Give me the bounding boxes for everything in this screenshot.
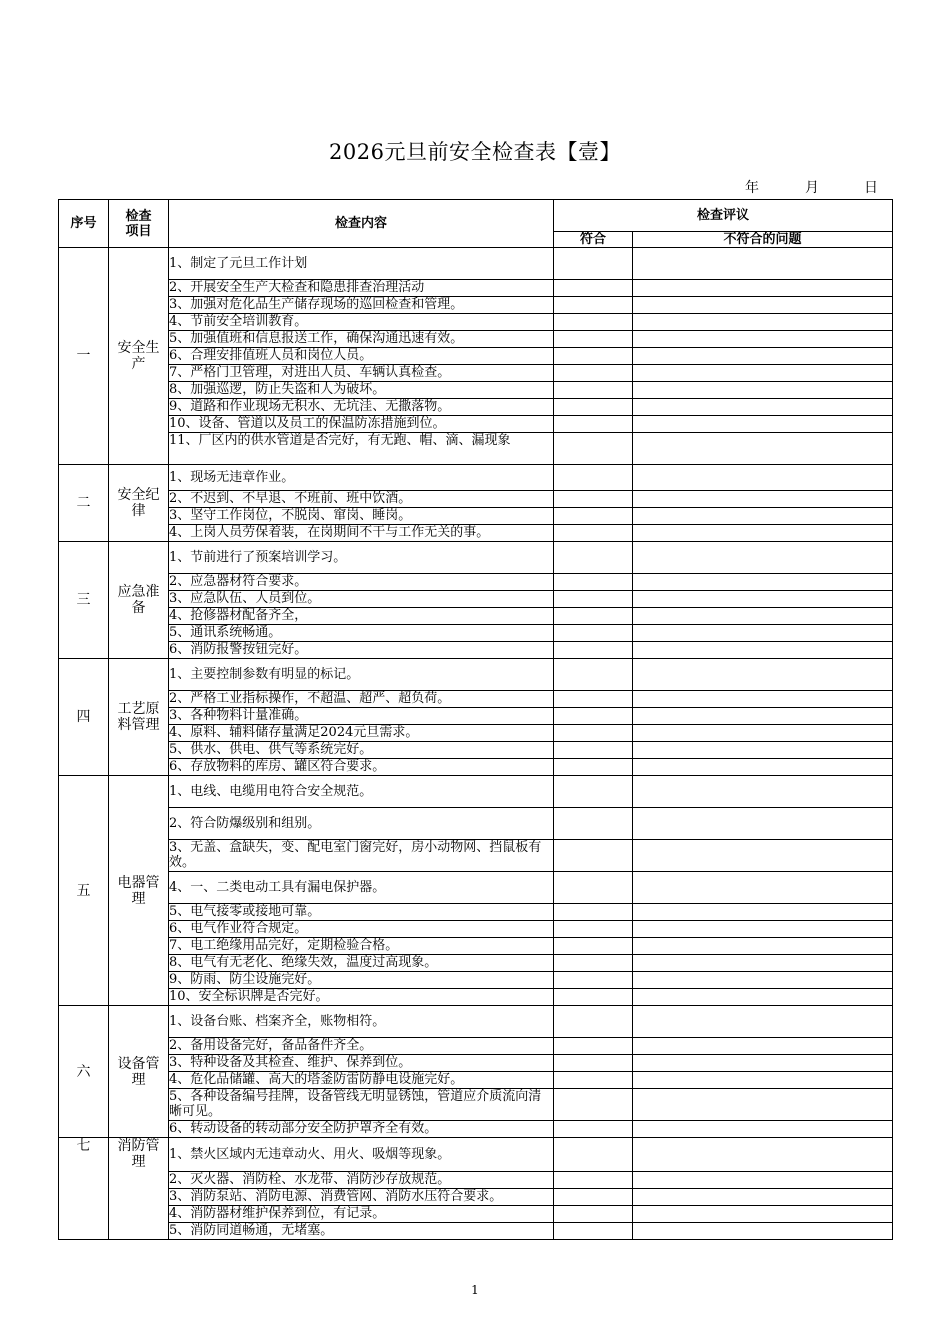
check-item: 3、各种物料计量准确。 xyxy=(169,708,554,725)
check-item: 9、防雨、防尘设施完好。 xyxy=(169,972,554,989)
check-item: 4、消防器材维护保养到位，有记录。 xyxy=(169,1206,554,1223)
table-row xyxy=(59,840,893,872)
table-row xyxy=(59,591,893,608)
section-category-text: 安全生产 xyxy=(117,340,160,372)
nonconform-cell[interactable] xyxy=(633,1172,893,1189)
table-row xyxy=(59,1223,893,1240)
table-body xyxy=(59,248,893,1240)
header-evaluation: 检查评议 xyxy=(554,200,893,232)
check-item: 1、主要控制参数有明显的标记。 xyxy=(169,659,554,691)
nonconform-cell[interactable] xyxy=(633,314,893,331)
check-item: 5、电气接零或接地可靠。 xyxy=(169,904,554,921)
inspection-table xyxy=(58,199,893,1240)
conform-cell[interactable] xyxy=(554,348,633,365)
conform-cell[interactable] xyxy=(554,872,633,904)
check-item: 3、加强对危化品生产储存现场的巡回检查和管理。 xyxy=(169,297,554,314)
conform-cell[interactable] xyxy=(554,642,633,659)
check-item: 1、现场无违章作业。 xyxy=(169,465,554,491)
table-row xyxy=(59,625,893,642)
check-item: 2、符合防爆级别和组别。 xyxy=(169,808,554,840)
check-item: 7、严格门卫管理，对进出人员、车辆认真检查。 xyxy=(169,365,554,382)
check-item: 6、存放物料的库房、罐区符合要求。 xyxy=(169,759,554,776)
check-item: 6、合理安排值班人员和岗位人员。 xyxy=(169,348,554,365)
table-row xyxy=(59,382,893,399)
conform-cell[interactable] xyxy=(554,314,633,331)
check-item: 4、节前安全培训教育。 xyxy=(169,314,554,331)
section-category xyxy=(109,248,169,465)
check-item: 8、加强巡逻，防止失盗和人为破坏。 xyxy=(169,382,554,399)
header-seq: 序号 xyxy=(59,200,109,248)
nonconform-cell[interactable] xyxy=(633,433,893,465)
nonconform-cell[interactable] xyxy=(633,955,893,972)
check-item: 5、供水、供电、供气等系统完好。 xyxy=(169,742,554,759)
conform-cell[interactable] xyxy=(554,1089,633,1121)
check-item: 3、消防泵站、消防电源、消费管网、消防水压符合要求。 xyxy=(169,1189,554,1206)
nonconform-cell[interactable] xyxy=(633,625,893,642)
nonconform-cell[interactable] xyxy=(633,1006,893,1038)
section-number: 五 xyxy=(59,776,109,1006)
conform-cell[interactable] xyxy=(554,416,633,433)
table-row xyxy=(59,904,893,921)
table-row xyxy=(59,642,893,659)
table-row xyxy=(59,508,893,525)
check-item: 6、转动设备的转动部分安全防护罩齐全有效。 xyxy=(169,1121,554,1138)
section-number: 一 xyxy=(59,248,109,465)
check-item: 7、电工绝缘用品完好，定期检验合格。 xyxy=(169,938,554,955)
nonconform-cell[interactable] xyxy=(633,1121,893,1138)
table-row xyxy=(59,691,893,708)
section-category-text: 电器管理 xyxy=(117,874,160,907)
check-item: 1、节前进行了预案培训学习。 xyxy=(169,542,554,574)
conform-cell[interactable] xyxy=(554,938,633,955)
section-category xyxy=(109,542,169,659)
conform-cell[interactable] xyxy=(554,508,633,525)
header-content: 检查内容 xyxy=(169,200,554,248)
conform-cell[interactable] xyxy=(554,542,633,574)
table-row xyxy=(59,1138,893,1172)
nonconform-cell[interactable] xyxy=(633,642,893,659)
check-item: 1、禁火区域内无违章动火、用火、吸烟等现象。 xyxy=(169,1138,554,1172)
conform-cell[interactable] xyxy=(554,955,633,972)
table-row xyxy=(59,742,893,759)
check-item: 2、不迟到、不早退、不班前、班中饮酒。 xyxy=(169,491,554,508)
check-item: 2、应急器材符合要求。 xyxy=(169,574,554,591)
check-item: 8、电气有无老化、绝缘失效，温度过高现象。 xyxy=(169,955,554,972)
table-row xyxy=(59,1072,893,1089)
nonconform-cell[interactable] xyxy=(633,776,893,808)
table-row xyxy=(59,872,893,904)
nonconform-cell[interactable] xyxy=(633,297,893,314)
check-item: 9、道路和作业现场无积水、无坑洼、无撒落物。 xyxy=(169,399,554,416)
section-number: 六 xyxy=(59,1006,109,1138)
table-row xyxy=(59,365,893,382)
conform-cell[interactable] xyxy=(554,574,633,591)
table-row xyxy=(59,1206,893,1223)
nonconform-cell[interactable] xyxy=(633,708,893,725)
section-category xyxy=(109,776,169,1006)
check-item: 6、消防报警按钮完好。 xyxy=(169,642,554,659)
page-title: 2026元旦前安全检查表【壹】 xyxy=(329,140,621,164)
table-row xyxy=(59,938,893,955)
conform-cell[interactable] xyxy=(554,1138,633,1172)
nonconform-cell[interactable] xyxy=(633,248,893,280)
conform-cell[interactable] xyxy=(554,691,633,708)
nonconform-cell[interactable] xyxy=(633,280,893,297)
conform-cell[interactable] xyxy=(554,1121,633,1138)
table-row xyxy=(59,921,893,938)
nonconform-cell[interactable] xyxy=(633,1206,893,1223)
conform-cell[interactable] xyxy=(554,591,633,608)
table-row xyxy=(59,331,893,348)
conform-cell[interactable] xyxy=(554,725,633,742)
conform-cell[interactable] xyxy=(554,1038,633,1055)
section-category-text: 应急准备 xyxy=(117,584,160,616)
nonconform-cell[interactable] xyxy=(633,416,893,433)
nonconform-cell[interactable] xyxy=(633,608,893,625)
conform-cell[interactable] xyxy=(554,1206,633,1223)
check-item: 2、严格工业指标操作，不超温、超严、超负荷。 xyxy=(169,691,554,708)
table-row xyxy=(59,348,893,365)
nonconform-cell[interactable] xyxy=(633,691,893,708)
table-row xyxy=(59,1089,893,1121)
section-category-text: 安全纪律 xyxy=(117,487,160,519)
nonconform-cell[interactable] xyxy=(633,591,893,608)
table-row xyxy=(59,955,893,972)
nonconform-cell[interactable] xyxy=(633,840,893,872)
conform-cell[interactable] xyxy=(554,1172,633,1189)
table-row xyxy=(59,433,893,465)
check-item: 2、灭火器、消防栓、水龙带、消防沙存放规范。 xyxy=(169,1172,554,1189)
conform-cell[interactable] xyxy=(554,808,633,840)
conform-cell[interactable] xyxy=(554,491,633,508)
table-row xyxy=(59,574,893,591)
nonconform-cell[interactable] xyxy=(633,659,893,691)
conform-cell[interactable] xyxy=(554,331,633,348)
conform-cell[interactable] xyxy=(554,399,633,416)
table-row xyxy=(59,808,893,840)
check-item: 3、无盖、盒缺失，变、配电室门窗完好，房小动物网、挡鼠板有效。 xyxy=(169,840,554,872)
table-row xyxy=(59,759,893,776)
check-item: 6、电气作业符合规定。 xyxy=(169,921,554,938)
table-row xyxy=(59,776,893,808)
check-item: 4、抢修器材配备齐全， xyxy=(169,608,554,625)
check-item: 3、特种设备及其检查、维护、保养到位。 xyxy=(169,1055,554,1072)
page-number: 1 xyxy=(471,1283,479,1297)
conform-cell[interactable] xyxy=(554,904,633,921)
check-item: 2、开展安全生产大检查和隐患排查治理活动 xyxy=(169,280,554,297)
conform-cell[interactable] xyxy=(554,465,633,491)
table-row xyxy=(59,1172,893,1189)
conform-cell[interactable] xyxy=(554,1072,633,1089)
table-row xyxy=(59,1189,893,1206)
nonconform-cell[interactable] xyxy=(633,331,893,348)
check-item: 10、安全标识牌是否完好。 xyxy=(169,989,554,1006)
conform-cell[interactable] xyxy=(554,1223,633,1240)
nonconform-cell[interactable] xyxy=(633,1089,893,1121)
table-row xyxy=(59,608,893,625)
section-number: 二 xyxy=(59,465,109,542)
conform-cell[interactable] xyxy=(554,708,633,725)
check-item: 2、备用设备完好，备品备件齐全。 xyxy=(169,1038,554,1055)
section-category xyxy=(109,465,169,542)
check-item: 1、电线、电缆用电符合安全规范。 xyxy=(169,776,554,808)
conform-cell[interactable] xyxy=(554,248,633,280)
table-row xyxy=(59,708,893,725)
section-category xyxy=(109,659,169,776)
section-category-text: 工艺原料管理 xyxy=(117,701,160,733)
conform-cell[interactable] xyxy=(554,989,633,1006)
table-row xyxy=(59,314,893,331)
conform-cell[interactable] xyxy=(554,625,633,642)
conform-cell[interactable] xyxy=(554,742,633,759)
nonconform-cell[interactable] xyxy=(633,921,893,938)
table-row xyxy=(59,1121,893,1138)
check-item: 5、各种设备编号挂牌，设备管线无明显锈蚀，管道应介质流向清晰可见。 xyxy=(169,1089,554,1121)
check-item: 3、坚守工作岗位，不脱岗、窜岗、睡岗。 xyxy=(169,508,554,525)
nonconform-cell[interactable] xyxy=(633,872,893,904)
nonconform-cell[interactable] xyxy=(633,399,893,416)
date-day-label: 日 xyxy=(864,180,878,196)
nonconform-cell[interactable] xyxy=(633,742,893,759)
conform-cell[interactable] xyxy=(554,608,633,625)
header-category xyxy=(109,200,169,248)
nonconform-cell[interactable] xyxy=(633,574,893,591)
conform-cell[interactable] xyxy=(554,1055,633,1072)
conform-cell[interactable] xyxy=(554,972,633,989)
check-item: 5、消防同道畅通，无堵塞。 xyxy=(169,1223,554,1240)
table-row xyxy=(59,725,893,742)
conform-cell[interactable] xyxy=(554,759,633,776)
check-item: 5、加强值班和信息报送工作，确保沟通迅速有效。 xyxy=(169,331,554,348)
section-number: 三 xyxy=(59,542,109,659)
conform-cell[interactable] xyxy=(554,525,633,542)
nonconform-cell[interactable] xyxy=(633,725,893,742)
section-number: 七 xyxy=(59,1138,109,1240)
table-row xyxy=(59,525,893,542)
date-year-label: 年 xyxy=(745,180,759,196)
nonconform-cell[interactable] xyxy=(633,382,893,399)
conform-cell[interactable] xyxy=(554,1006,633,1038)
conform-cell[interactable] xyxy=(554,659,633,691)
date-month-label: 月 xyxy=(805,180,819,196)
conform-cell[interactable] xyxy=(554,297,633,314)
table-row xyxy=(59,399,893,416)
table-row xyxy=(59,1038,893,1055)
conform-cell[interactable] xyxy=(554,382,633,399)
nonconform-cell[interactable] xyxy=(633,904,893,921)
nonconform-cell[interactable] xyxy=(633,542,893,574)
section-category-text: 设备管理 xyxy=(117,1055,160,1088)
conform-cell[interactable] xyxy=(554,840,633,872)
conform-cell[interactable] xyxy=(554,1189,633,1206)
nonconform-cell[interactable] xyxy=(633,1189,893,1206)
nonconform-cell[interactable] xyxy=(633,759,893,776)
section-category-text: 消防管理 xyxy=(117,1138,160,1170)
conform-cell[interactable] xyxy=(554,776,633,808)
check-item: 3、应急队伍、人员到位。 xyxy=(169,591,554,608)
nonconform-cell[interactable] xyxy=(633,1223,893,1240)
nonconform-cell[interactable] xyxy=(633,1072,893,1089)
table-row xyxy=(59,542,893,574)
header-nonconform: 不符合的问题 xyxy=(633,232,893,248)
table-row xyxy=(59,659,893,691)
nonconform-cell[interactable] xyxy=(633,1138,893,1172)
section-number: 四 xyxy=(59,659,109,776)
table-row xyxy=(59,1006,893,1038)
table-row xyxy=(59,416,893,433)
nonconform-cell[interactable] xyxy=(633,1055,893,1072)
header-category-text: 检查项目 xyxy=(125,208,152,239)
nonconform-cell[interactable] xyxy=(633,808,893,840)
nonconform-cell[interactable] xyxy=(633,348,893,365)
table-row xyxy=(59,280,893,297)
check-item: 4、危化品储罐、高大的塔釜防雷防静电设施完好。 xyxy=(169,1072,554,1089)
table-row xyxy=(59,297,893,314)
table-row xyxy=(59,989,893,1006)
conform-cell[interactable] xyxy=(554,433,633,465)
conform-cell[interactable] xyxy=(554,280,633,297)
check-item: 1、设备台账、档案齐全，账物相符。 xyxy=(169,1006,554,1038)
check-item: 4、原料、辅料储存量满足2024元旦需求。 xyxy=(169,725,554,742)
check-item: 4、上岗人员劳保着装，在岗期间不干与工作无关的事。 xyxy=(169,525,554,542)
table-row xyxy=(59,465,893,491)
nonconform-cell[interactable] xyxy=(633,989,893,1006)
section-category xyxy=(109,1006,169,1138)
check-item: 11、厂区内的供水管道是否完好，有无跑、帽、滴、漏现象 xyxy=(169,433,554,465)
nonconform-cell[interactable] xyxy=(633,491,893,508)
nonconform-cell[interactable] xyxy=(633,1038,893,1055)
conform-cell[interactable] xyxy=(554,921,633,938)
nonconform-cell[interactable] xyxy=(633,465,893,491)
table-row xyxy=(59,972,893,989)
table-row xyxy=(59,1055,893,1072)
check-item: 1、制定了元旦工作计划 xyxy=(169,248,554,280)
nonconform-cell[interactable] xyxy=(633,525,893,542)
table-row xyxy=(59,491,893,508)
section-category xyxy=(109,1138,169,1240)
check-item: 10、设备、管道以及员工的保温防冻措施到位。 xyxy=(169,416,554,433)
nonconform-cell[interactable] xyxy=(633,938,893,955)
check-item: 4、一、二类电动工具有漏电保护器。 xyxy=(169,872,554,904)
nonconform-cell[interactable] xyxy=(633,365,893,382)
header-conform: 符合 xyxy=(554,232,633,248)
table-row xyxy=(59,248,893,280)
check-item: 5、通讯系统畅通。 xyxy=(169,625,554,642)
conform-cell[interactable] xyxy=(554,365,633,382)
nonconform-cell[interactable] xyxy=(633,972,893,989)
nonconform-cell[interactable] xyxy=(633,508,893,525)
